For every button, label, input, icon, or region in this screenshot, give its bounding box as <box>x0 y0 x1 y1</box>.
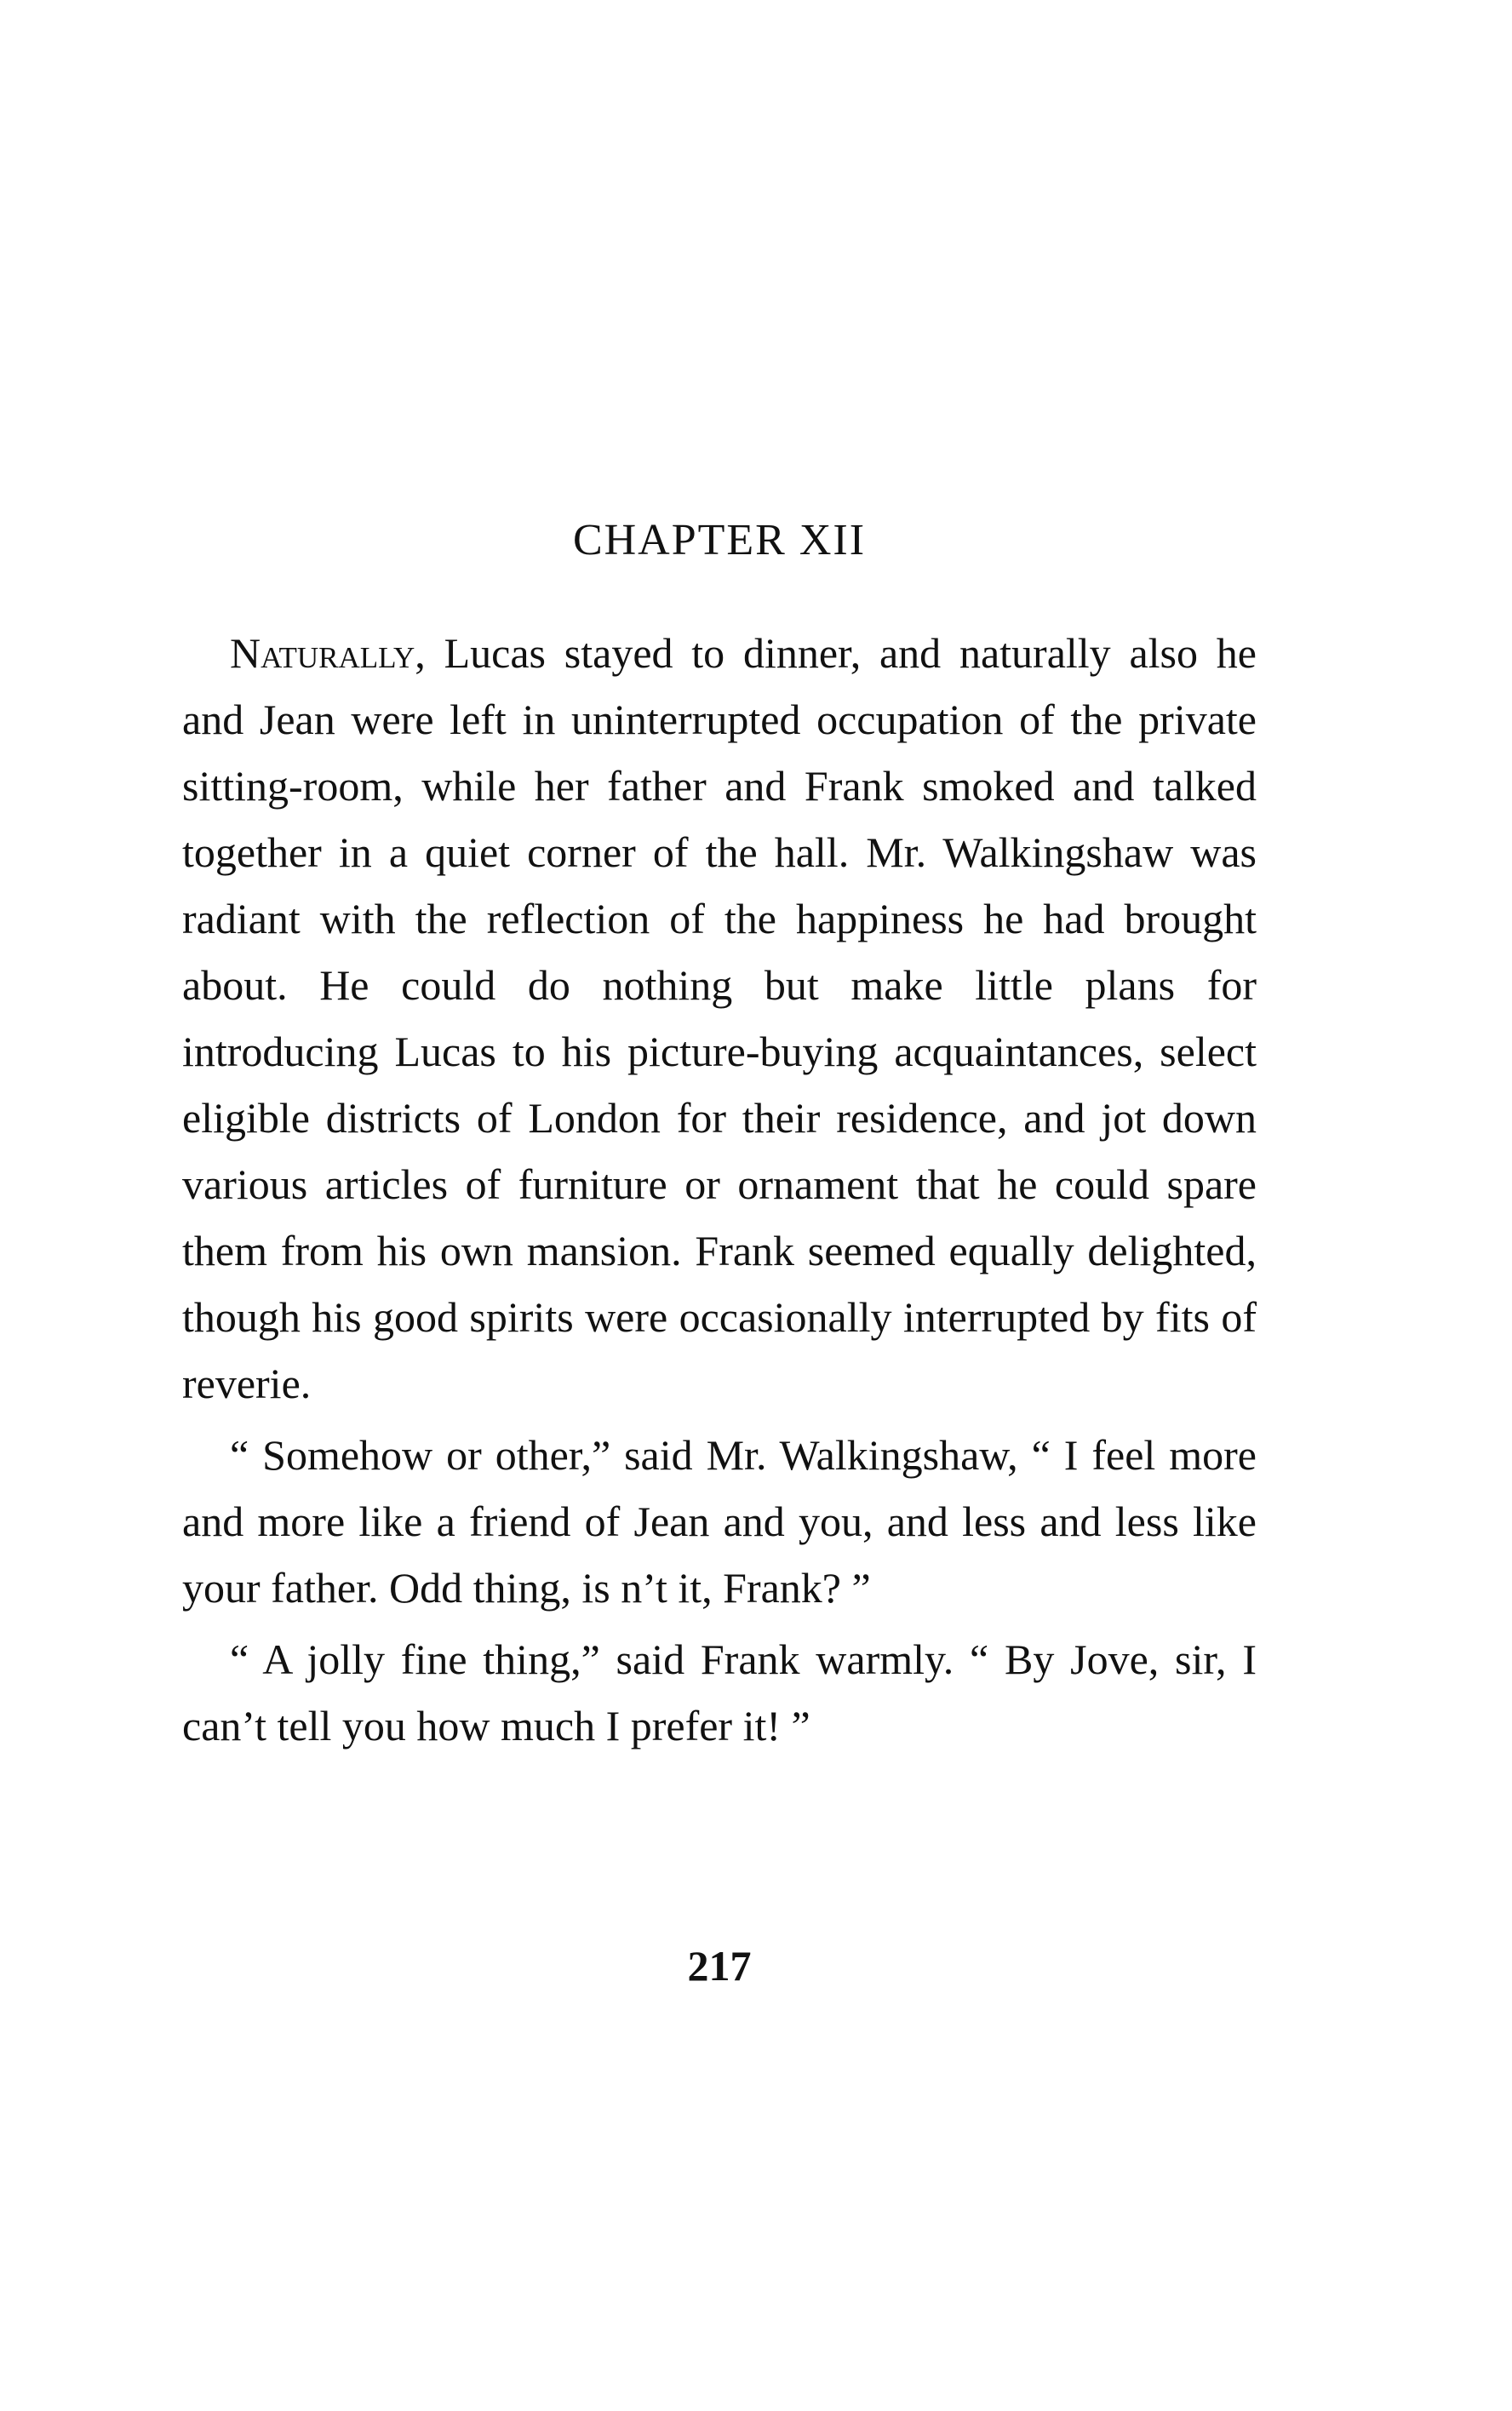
paragraph-text: “ Somehow or other,” said Mr. Walkingshaw, “ I feel more and more like a friend of Jean and you, and less and less like your father. Odd thing, is n’t it, Frank? ” <box>182 1431 1257 1612</box>
page-number: 217 <box>687 1942 752 1990</box>
paragraph-1 <box>182 620 1257 1417</box>
chapter-title: CHAPTER XII <box>572 516 867 564</box>
chapter-body <box>182 620 1257 1759</box>
paragraph-3 <box>182 1626 1257 1759</box>
paragraph-text: Lucas stayed to dinner, and naturally also he and Jean were left in uninterrupted occupation of the private sitting-room, while her father and Frank smoked and talked together in a quiet corner of the hall. Mr. Walkingshaw was radiant with the reflection of the happiness he had brought about. He could do nothing but make little plans for introducing Lucas to his picture-buying acquaintances, select eligible districts of London for their residence, and jot down various articles of furniture or ornament that he could spare them from his own mansion. Frank seemed equally delighted, though his good spirits were occasionally interrupted by fits of reverie. <box>182 629 1257 1407</box>
paragraph-2 <box>182 1422 1257 1621</box>
paragraph-text: “ A jolly fine thing,” said Frank warmly. “ By Jove, sir, I can’t tell you how much I prefer it! ” <box>182 1635 1257 1750</box>
paragraph-lead-word: Naturally, <box>230 629 426 677</box>
